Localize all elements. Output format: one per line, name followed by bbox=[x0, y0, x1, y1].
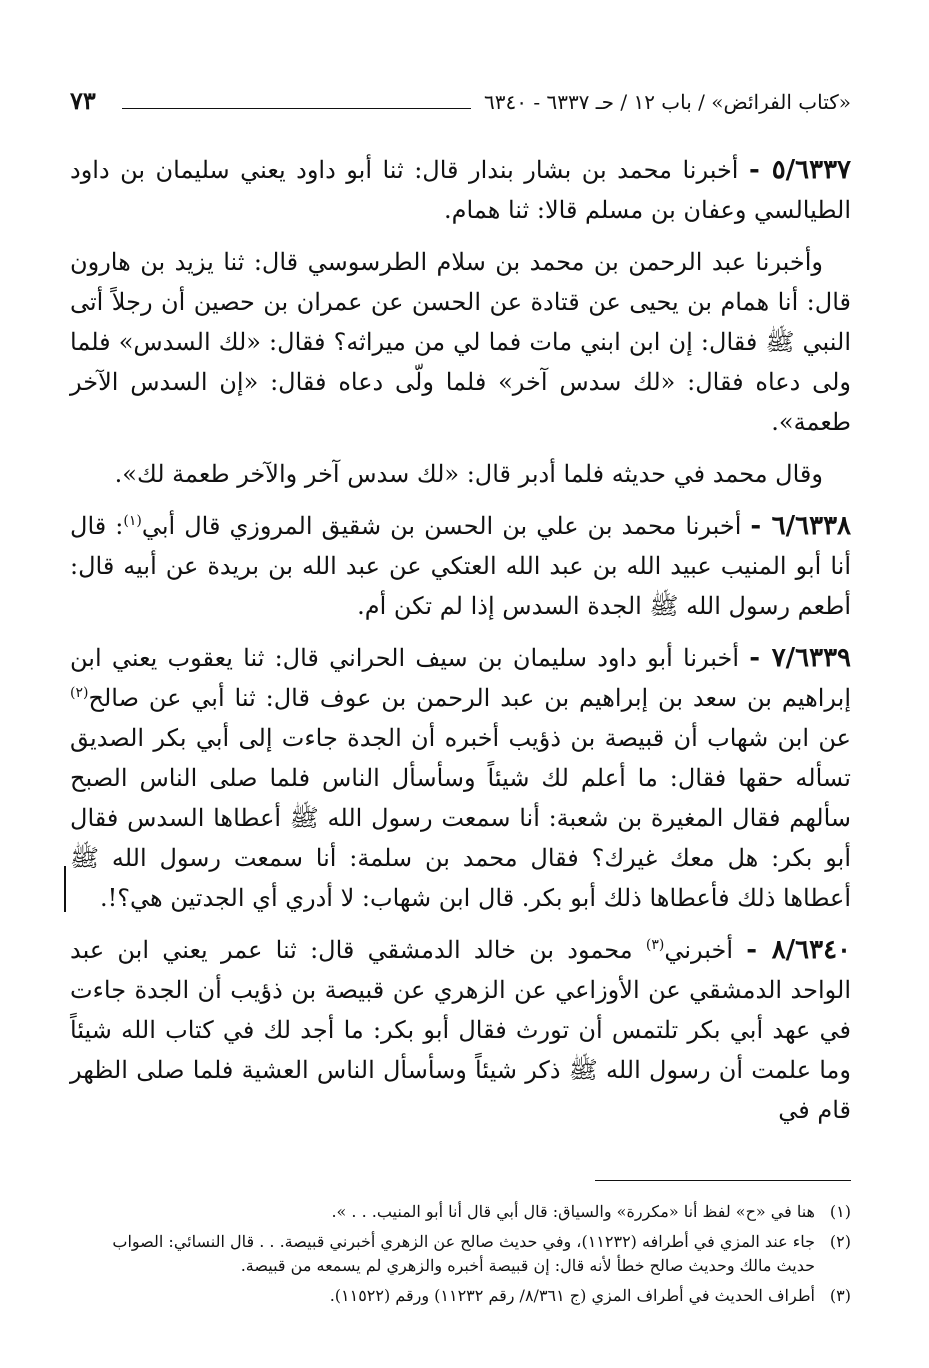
main-text bbox=[70, 150, 851, 1142]
page-number: ٧٣ bbox=[70, 86, 96, 115]
footnote-1 bbox=[70, 1200, 851, 1224]
footnote-ref-1[interactable]: (١) bbox=[123, 513, 142, 529]
footnote-number: (٣) bbox=[829, 1286, 851, 1305]
hadith-text: : قال أنا أبو المنيب عبيد الله بن عبد الله العتكي عن عبد الله بن بريدة عن أبيه قال: أطعم رسول الله ﷺ الجدة السدس إذا لم تكن أم. bbox=[70, 512, 851, 620]
hadith-6337-note bbox=[70, 454, 851, 494]
hadith-text: محمود بن خالد الدمشقي قال: ثنا عمر يعني ابن عبد الواحد الدمشقي عن الأوزاعي عن الزهري عن قبيصة بن ذؤيب أن الجدة جاءت في عهد أبي بكر تلتمس أن تورث فقال أبو بكر: ما أجد لك في كتاب الله شيئاً وما علمت أن رسول الله ﷺ ذكر شيئاً وسأسأل الناس العشية فلما صلى الظهر قام في bbox=[70, 936, 851, 1124]
hadith-number: ٨/٦٣٤٠ - bbox=[746, 935, 852, 965]
footnote-ref-3[interactable]: (٣) bbox=[645, 937, 665, 953]
running-header bbox=[70, 86, 851, 126]
hadith-text: عن ابن شهاب أن قبيصة بن ذؤيب أخبره أن الجدة جاءت إلى أبي بكر الصديق تسأله حقها فقال: ما أعلم لك شيئاً وسأسأل الناس فلما صلى الناس الصبح سألهم فقال المغيرة بن شعبة: أنا سمعت رسول الله ﷺ أعطاها السدس فقال أبو بكر: هل معك غيرك؟ فقال محمد بن سلمة: أنا سمعت رسول الله ﷺ أعطاها ذلك فأعطاها ذلك أبو بكر. قال ابن شهاب: لا أدري أي الجدتين هي؟!. bbox=[70, 724, 851, 912]
footnote-2 bbox=[70, 1230, 851, 1278]
hadith-number: ٧/٦٣٣٩ - bbox=[749, 643, 852, 673]
footnote-text: جاء عند المزي في أطرافه (١١٢٣٢)، وفي حديث صالح عن الزهري أخبرني قبيصة. . . قال النسائي: الصواب حديث مالك وحديث صالح خطأ لأنه قال: إن قبيصة أخبره والزهري لم يسمعه من قبيصة. bbox=[112, 1232, 815, 1275]
hadith-text: وقال محمد في حديثه فلما أدبر قال: «لك سدس آخر والآخر طعمة لك». bbox=[114, 460, 823, 488]
hadith-6338 bbox=[70, 506, 851, 626]
footnote-text: هنا في «ح» لفظ أنا «مكررة» والسياق: قال أبي قال أنا أبو المنيب. . . ». bbox=[331, 1202, 815, 1221]
footnote-ref-2[interactable]: (٢) bbox=[70, 685, 89, 701]
hadith-6337-chain-2 bbox=[70, 242, 851, 442]
hadith-number: ٥/٦٣٣٧ - bbox=[748, 155, 852, 185]
footnote-separator bbox=[595, 1180, 851, 1181]
hadith-6337 bbox=[70, 150, 851, 230]
footnote-number: (٢) bbox=[829, 1232, 851, 1251]
footnote-text: أطراف الحديث في أطراف المزي (ج ٨/٣٦١/ رقم ١١٢٣٢) ورقم (١١٥٢٢). bbox=[329, 1286, 815, 1305]
hadith-text: أخبرني bbox=[664, 936, 733, 964]
header-rule bbox=[122, 108, 471, 109]
hadith-6339 bbox=[70, 638, 851, 918]
margin-mark bbox=[64, 866, 66, 912]
hadith-text: أخبرنا محمد بن بشار بندار قال: ثنا أبو داود يعني سليمان بن داود الطيالسي وعفان بن مسلم قالا: ثنا همام. bbox=[70, 156, 851, 224]
hadith-text: أخبرنا أبو داود سليمان بن سيف الحراني قال: ثنا يعقوب يعني ابن إبراهيم بن سعد بن إبراهيم بن عبد الرحمن بن عوف قال: ثنا أبي عن صالح bbox=[70, 644, 851, 712]
footnote-number: (١) bbox=[829, 1202, 851, 1221]
footnote-3 bbox=[70, 1284, 851, 1308]
hadith-6340 bbox=[70, 930, 851, 1130]
hadith-text: وأخبرنا عبد الرحمن بن محمد بن سلام الطرسوسي قال: ثنا يزيد بن هارون قال: أنا همام بن يحيى عن قتادة عن الحسن عن عمران بن حصين أن رجلاً أتى النبي ﷺ فقال: إن ابن ابني مات فما لي من ميراثه؟ فقال: «لك السدس» فلما ولى دعاه فقال: «لك سدس آخر» فلما ولّى دعاه فقال: «إن السدس الآخر طعمة». bbox=[70, 248, 851, 436]
hadith-number: ٦/٦٣٣٨ - bbox=[750, 511, 851, 541]
header-title: «كتاب الفرائض» / باب ١٢ / حـ ٦٣٣٧ - ٦٣٤٠ bbox=[484, 90, 851, 114]
footnotes bbox=[70, 1200, 851, 1314]
hadith-text: أخبرنا محمد بن علي بن الحسن بن شقيق المروزي قال أبي bbox=[141, 512, 742, 540]
